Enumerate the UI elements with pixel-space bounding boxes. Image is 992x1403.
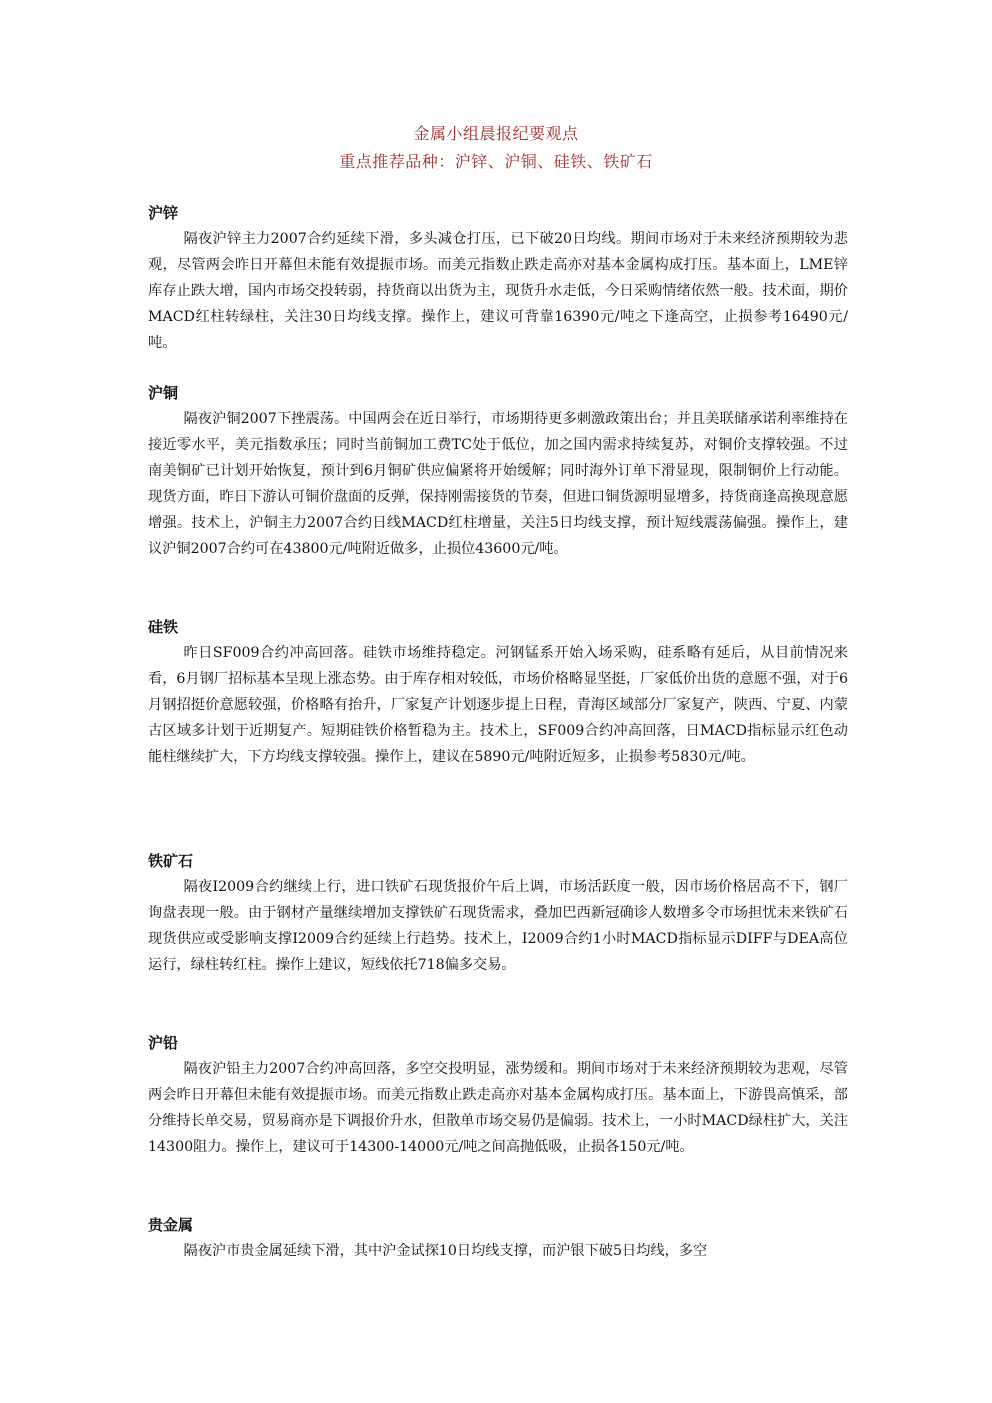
- section-iron-ore: [148, 848, 848, 978]
- section-body: 隔夜沪铅主力2007合约冲高回落，多空交投明显，涨势缓和。期间市场对于未来经济预期较为悲观，尽管两会昨日开幕但未能有效提振市场。而美元指数止跌走高亦对基本金属构成打压。基本面上，下游畏高慎采，部分维持长单交易，贸易商亦是下调报价升水，但散单市场交易仍是偏弱。技术上，一小时MACD绿柱扩大，关注14300阻力。操作上，建议可于14300-14000元/吨之间高抛低吸，止损各150元/吨。: [148, 1061, 848, 1155]
- report-header: [0, 120, 992, 176]
- report-title: 金属小组晨报纪要观点: [413, 124, 579, 143]
- report-subtitle: 重点推荐品种：沪锌、沪铜、硅铁、铁矿石: [339, 152, 653, 171]
- section-title: 沪铅: [148, 1034, 179, 1052]
- section-precious-metals: [148, 1212, 848, 1264]
- section-body: 隔夜沪市贵金属延续下滑，其中沪金试探10日均线支撑，而沪银下破5日均线，多空: [183, 1243, 708, 1259]
- section-lead: [148, 1030, 848, 1160]
- section-copper: [148, 380, 848, 562]
- section-zinc: [148, 200, 848, 356]
- section-title: 铁矿石: [148, 852, 194, 870]
- section-title: 贵金属: [148, 1216, 194, 1234]
- section-body: 隔夜沪锌主力2007合约延续下滑，多头减仓打压，已下破20日均线。期间市场对于未来经济预期较为悲观，尽管两会昨日开幕但未能有效提振市场。而美元指数止跌走高亦对基本金属构成打压。基本面上，LME锌库存止跌大增，国内市场交投转弱，持货商以出货为主，现货升水走低，今日采购情绪依然一般。技术面，期价MACD红柱转绿柱，关注30日均线支撑。操作上，建议可背靠16390元/吨之下逢高空，止损参考16490元/吨。: [148, 231, 848, 351]
- section-title: 沪铜: [148, 384, 179, 402]
- section-title: 沪锌: [148, 204, 179, 222]
- section-body: 隔夜I2009合约继续上行，进口铁矿石现货报价午后上调，市场活跃度一般，因市场价格居高不下，钢厂询盘表现一般。由于钢材产量继续增加支撑铁矿石现货需求，叠加巴西新冠确诊人数增多令市场担忧未来铁矿石现货供应或受影响支撑I2009合约延续上行趋势。技术上，I2009合约1小时MACD指标显示DIFF与DEA高位运行，绿柱转红柱。操作上建议，短线依托718偏多交易。: [148, 879, 848, 973]
- section-title: 硅铁: [148, 618, 179, 636]
- section-body: 昨日SF009合约冲高回落。硅铁市场维持稳定。河钢锰系开始入场采购，硅系略有延后，从目前情况来看，6月钢厂招标基本呈现上涨态势。由于库存相对较低，市场价格略显坚挺，厂家低价出货的意愿不强，对于6月钢招挺价意愿较强，价格略有抬升，厂家复产计划逐步提上日程，青海区域部分厂家复产，陕西、宁夏、内蒙古区域多计划于近期复产。短期硅铁价格暂稳为主。技术上，SF009合约冲高回落，日MACD指标显示红色动能柱继续扩大，下方均线支撑较强。操作上，建议在5890元/吨附近短多，止损参考5830元/吨。: [148, 645, 848, 765]
- section-ferrosilicon: [148, 614, 848, 770]
- section-body: 隔夜沪铜2007下挫震荡。中国两会在近日举行，市场期待更多刺激政策出台；并且美联储承诺利率维持在接近零水平，美元指数承压；同时当前铜加工费TC处于低位，加之国内需求持续复苏，对铜价支撑较强。不过南美铜矿已计划开始恢复，预计到6月铜矿供应偏紧将开始缓解；同时海外订单下滑显现，限制铜价上行动能。现货方面，昨日下游认可铜价盘面的反弹，保持刚需接货的节奏，但进口铜货源明显增多，持货商逢高换现意愿增强。技术上，沪铜主力2007合约日线MACD红柱增量，关注5日均线支撑，预计短线震荡偏强。操作上，建议沪铜2007合约可在43800元/吨附近做多，止损位43600元/吨。: [148, 411, 848, 557]
